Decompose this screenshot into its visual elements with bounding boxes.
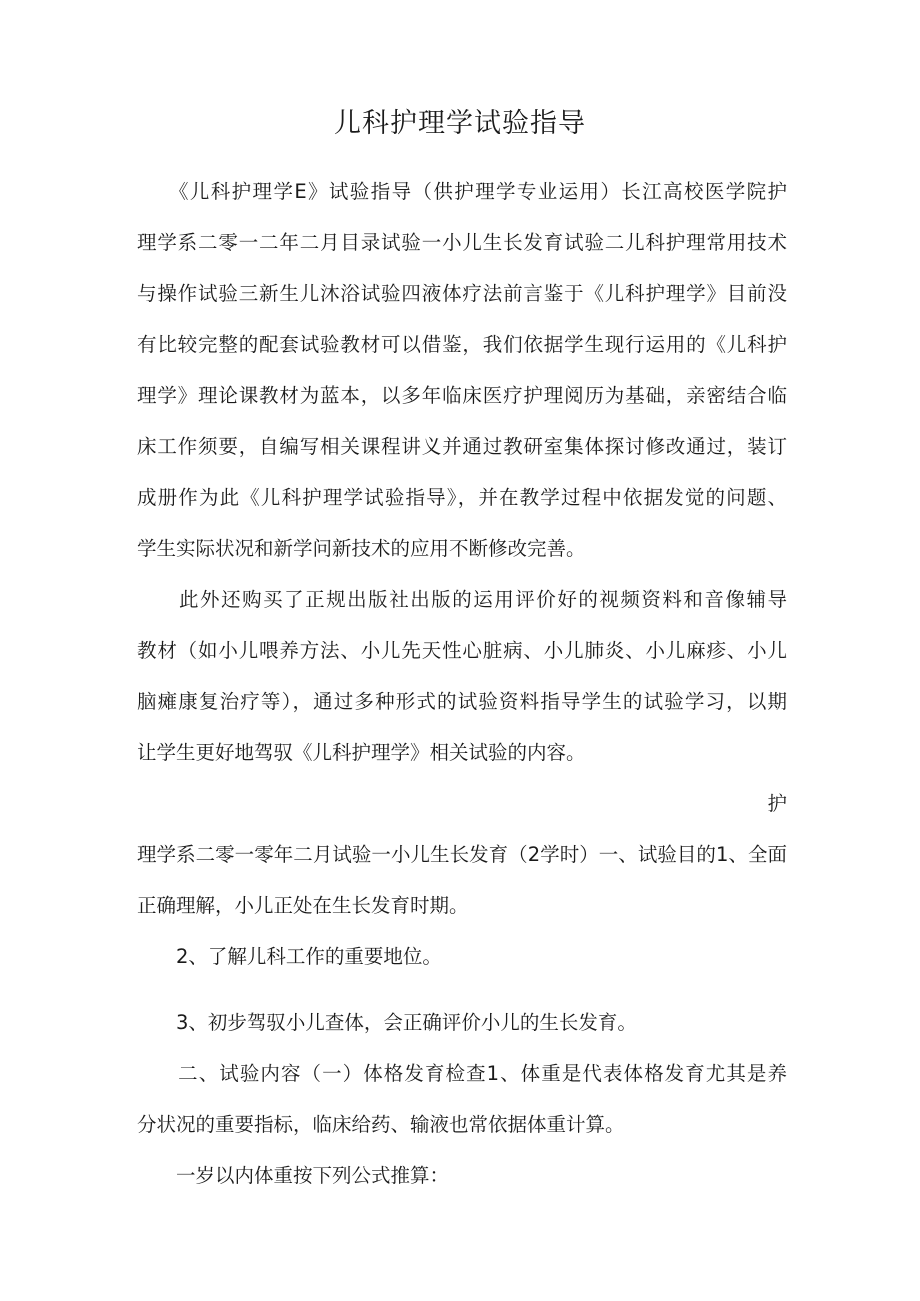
paragraph-line: 理学系二零一二年二月目录试验一小儿生长发育试验二儿科护理常用技术	[137, 231, 787, 254]
paragraph-line: 此外还购买了正规出版社出版的运用评价好的视频资料和音像辅导	[137, 588, 787, 611]
paragraph-line: 一岁以内体重按下列公式推算：	[137, 1164, 450, 1187]
paragraph-line: 分状况的重要指标，临床给药、输液也常依据体重计算。	[137, 1113, 625, 1136]
paragraph-line: 理学系二零一零年二月试验一小儿生长发育（2学时）一、试验目的1、全面	[137, 843, 787, 866]
paragraph-line: 成册作为此《儿科护理学试验指导》，并在教学过程中依据发觉的问题、	[137, 486, 787, 509]
paragraph-line: 与操作试验三新生儿沐浴试验四液体疗法前言鉴于《儿科护理学》目前没	[137, 282, 787, 305]
paragraph-line: 脑瘫康复治疗等），通过多种形式的试验资料指导学生的试验学习，以期	[137, 690, 787, 713]
paragraph-line: 《儿科护理学E》试验指导（供护理学专业运用）长江高校医学院护	[137, 180, 787, 203]
document-title: 儿科护理学试验指导	[334, 108, 586, 139]
paragraph-line: 有比较完整的配套试验教材可以借鉴，我们依据学生现行运用的《儿科护	[137, 333, 787, 356]
paragraph-line: 3、初步驾驭小儿查体，会正确评价小儿的生长发育。	[137, 1011, 637, 1034]
paragraph-line: 2、了解儿科工作的重要地位。	[137, 945, 442, 968]
paragraph-line: 正确理解，小儿正处在生长发育时期。	[137, 894, 469, 917]
paragraph-line: 教材（如小儿喂养方法、小儿先天性心脏病、小儿肺炎、小儿麻疹、小儿	[137, 639, 787, 662]
paragraph-line: 理学》理论课教材为蓝本，以多年临床医疗护理阅历为基础，亲密结合临	[137, 384, 787, 407]
paragraph-line: 二、试验内容（一）体格发育检查1、体重是代表体格发育尤其是养	[137, 1062, 787, 1085]
paragraph-line: 护	[767, 792, 787, 815]
paragraph-line: 学生实际状况和新学问新技术的应用不断修改完善。	[137, 537, 586, 560]
paragraph-line: 床工作须要，自编写相关课程讲义并通过教研室集体探讨修改通过，装订	[137, 435, 787, 458]
paragraph-line: 让学生更好地驾驭《儿科护理学》相关试验的内容。	[137, 741, 586, 764]
